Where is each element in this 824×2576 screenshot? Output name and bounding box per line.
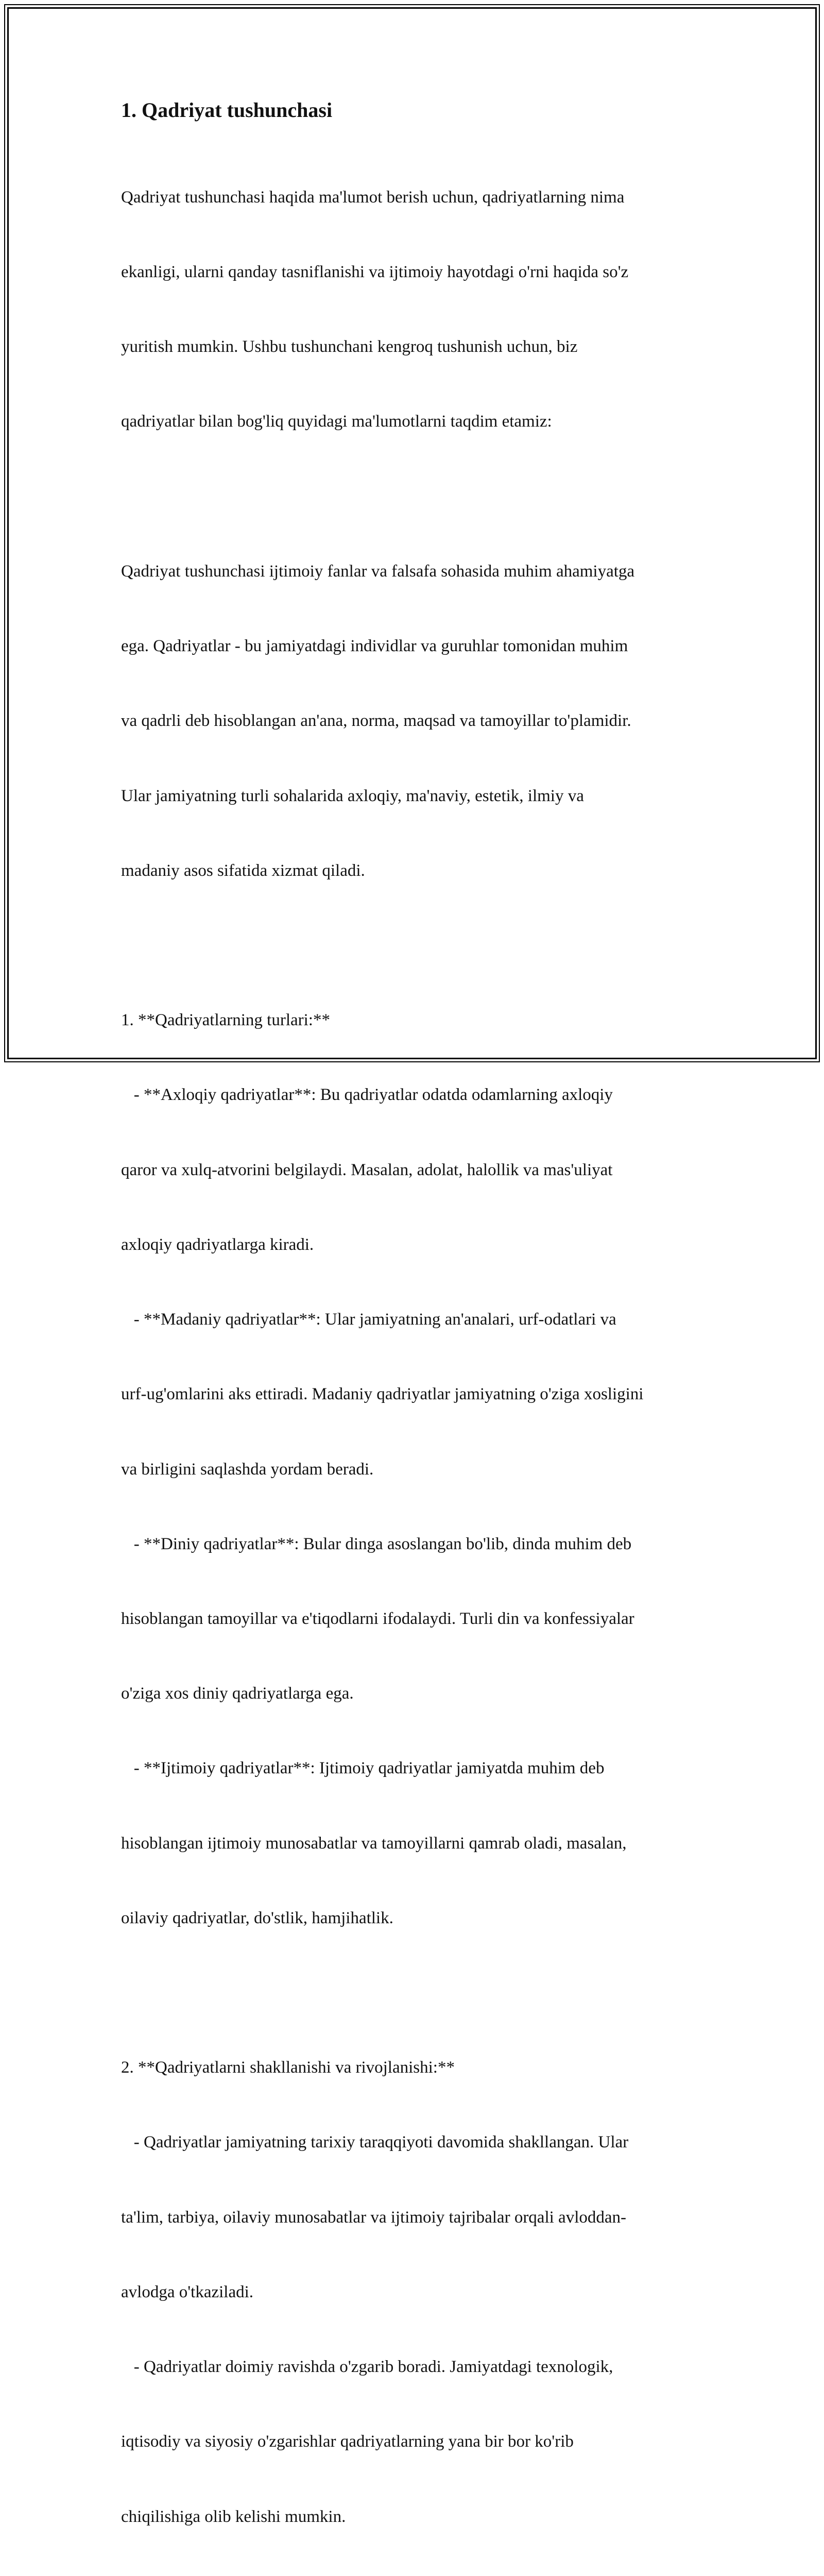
text-line: ekanligi, ularni qanday tasniflanishi va ijtimoiy hayotdagi o'rni haqida so'z bbox=[121, 263, 629, 282]
text-line: hisoblangan ijtimoiy munosabatlar va tamoyillarni qamrab oladi, masalan, bbox=[121, 1834, 627, 1853]
text-line: qaror va xulq-atvorini belgilaydi. Masalan, adolat, halollik va mas'uliyat bbox=[121, 1160, 613, 1179]
text-line: oilaviy qadriyatlar, do'stlik, hamjihatlik. bbox=[121, 1908, 393, 1927]
text-line: qadriyatlar bilan bog'liq quyidagi ma'lumotlarni taqdim etamiz: bbox=[121, 412, 552, 431]
text-line: 1. **Qadriyatlarning turlari:** bbox=[121, 1011, 330, 1030]
text-line: Qadriyat tushunchasi ijtimoiy fanlar va falsafa sohasida muhim ahamiyatga bbox=[121, 562, 635, 581]
text-line: madaniy asos sifatida xizmat qiladi. bbox=[121, 861, 365, 880]
document-body bbox=[121, 96, 713, 2576]
text-line: va qadrli deb hisoblangan an'ana, norma, maqsad va tamoyillar to'plamidir. bbox=[121, 711, 631, 731]
text-line: o'ziga xos diniy qadriyatlarga ega. bbox=[121, 1684, 354, 1703]
text-line: avlodga o'tkaziladi. bbox=[121, 2282, 254, 2301]
paragraph-gap bbox=[121, 933, 713, 958]
text-line: axloqiy qadriyatlarga kiradi. bbox=[121, 1235, 314, 1254]
intro-paragraph bbox=[121, 135, 713, 484]
types-section bbox=[121, 958, 713, 1980]
text-line: - Qadriyatlar jamiyatning tarixiy taraqqiyoti davomida shakllangan. Ular bbox=[121, 2133, 629, 2152]
text-line: ta'lim, tarbiya, oilaviy munosabatlar va ijtimoiy tajribalar orqali avloddan- bbox=[121, 2208, 626, 2227]
formation-section bbox=[121, 2005, 713, 2576]
definition-paragraph bbox=[121, 509, 713, 933]
text-line: urf-ug'omlarini aks ettiradi. Madaniy qadriyatlar jamiyatning o'ziga xosligini bbox=[121, 1385, 644, 1404]
text-line: ega. Qadriyatlar - bu jamiyatdagi individlar va guruhlar tomonidan muhim bbox=[121, 637, 628, 656]
text-line: - Qadriyatlar doimiy ravishda o'zgarib boradi. Jamiyatdagi texnologik, bbox=[121, 2358, 613, 2377]
text-line: iqtisodiy va siyosiy o'zgarishlar qadriyatlarning yana bir bor ko'rib bbox=[121, 2432, 574, 2451]
text-line: yuritish mumkin. Ushbu tushunchani kengroq tushunish uchun, biz bbox=[121, 337, 578, 357]
paragraph-gap bbox=[121, 484, 713, 509]
text-line: 2. **Qadriyatlarni shakllanishi va rivojlanishi:** bbox=[121, 2058, 455, 2077]
text-line: hisoblangan tamoyillar va e'tiqodlarni ifodalaydi. Turli din va konfessiyalar bbox=[121, 1609, 634, 1628]
text-line: - **Madaniy qadriyatlar**: Ular jamiyatning an'analari, urf-odatlari va bbox=[121, 1310, 616, 1329]
text-line: - **Ijtimoiy qadriyatlar**: Ijtimoiy qadriyatlar jamiyatda muhim deb bbox=[121, 1759, 605, 1778]
text-line: chiqilishiga olib kelishi mumkin. bbox=[121, 2507, 346, 2526]
text-line: - **Axloqiy qadriyatlar**: Bu qadriyatlar odatda odamlarning axloqiy bbox=[121, 1086, 613, 1105]
section-heading: 1. Qadriyat tushunchasi bbox=[121, 98, 333, 122]
text-line: Qadriyat tushunchasi haqida ma'lumot berish uchun, qadriyatlarning nima bbox=[121, 188, 625, 207]
text-line: - **Diniy qadriyatlar**: Bular dinga asoslangan bo'lib, dinda muhim deb bbox=[121, 1534, 632, 1553]
paragraph-gap bbox=[121, 1980, 713, 2005]
text-line: Ular jamiyatning turli sohalarida axloqiy, ma'naviy, estetik, ilmiy va bbox=[121, 786, 584, 805]
text-line: va birligini saqlashda yordam beradi. bbox=[121, 1460, 374, 1479]
